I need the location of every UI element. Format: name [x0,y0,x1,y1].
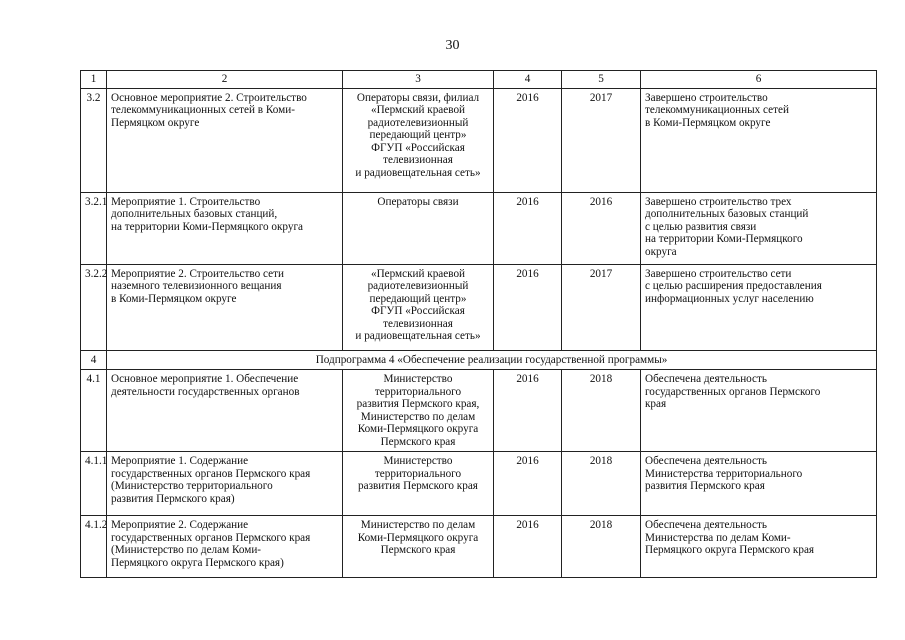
activity-name: Мероприятие 2. Строительство сети наземного телевизионного вещания в Коми-Пермяцком округе [107,264,343,350]
row-number: 4.1 [81,370,107,452]
activity-name: Мероприятие 1. Содержание государственных органов Пермского края (Министерство территориального развития Пермского края) [107,452,343,516]
start-year: 2016 [494,192,562,264]
expected-result: Завершено строительство трех дополнительных базовых станций с целью развития связи на территории Коми-Пермяцкого округа [641,192,877,264]
column-number: 6 [641,71,877,89]
column-number: 3 [343,71,494,89]
expected-result: Обеспечена деятельность Министерства территориального развития Пермского края [641,452,877,516]
expected-result: Завершено строительство сети с целью расширения предоставления информационных услуг населению [641,264,877,350]
row-number: 3.2.1 [81,192,107,264]
end-year: 2018 [562,370,641,452]
program-table [80,70,877,578]
row-number: 4.1.2 [81,516,107,578]
executor: Министерство по делам Коми-Пермяцкого округа Пермского края [343,516,494,578]
column-number: 4 [494,71,562,89]
start-year: 2016 [494,516,562,578]
subprogram-title: Подпрограмма 4 «Обеспечение реализации государственной программы» [107,350,877,370]
executor: «Пермский краевой радиотелевизионный передающий центр» ФГУП «Российская телевизионная и радиовещательная сеть» [343,264,494,350]
end-year: 2017 [562,264,641,350]
activity-name: Мероприятие 1. Строительство дополнительных базовых станций, на территории Коми-Пермяцкого округа [107,192,343,264]
expected-result: Завершено строительство телекоммуникационных сетей в Коми-Пермяцком округе [641,88,877,192]
table-row [81,192,877,264]
table-row [81,452,877,516]
table-row [81,370,877,452]
start-year: 2016 [494,88,562,192]
row-number: 4.1.1 [81,452,107,516]
activity-name: Основное мероприятие 1. Обеспечение деятельности государственных органов [107,370,343,452]
table-row [81,88,877,192]
subprogram-number: 4 [81,350,107,370]
activity-name: Мероприятие 2. Содержание государственных органов Пермского края (Министерство по делам Коми- Пермяцкого округа Пермского края) [107,516,343,578]
table-row [81,264,877,350]
row-number: 3.2.2 [81,264,107,350]
start-year: 2016 [494,264,562,350]
end-year: 2017 [562,88,641,192]
end-year: 2018 [562,452,641,516]
end-year: 2016 [562,192,641,264]
start-year: 2016 [494,370,562,452]
row-number: 3.2 [81,88,107,192]
subprogram-row [81,350,877,370]
activity-name: Основное мероприятие 2. Строительство телекоммуникационных сетей в Коми-Пермяцком округе [107,88,343,192]
column-number: 2 [107,71,343,89]
expected-result: Обеспечена деятельность государственных органов Пермского края [641,370,877,452]
end-year: 2018 [562,516,641,578]
column-number: 1 [81,71,107,89]
executor: Операторы связи, филиал «Пермский краевой радиотелевизионный передающий центр» ФГУП «Российская телевизионная и радиовещательная сеть» [343,88,494,192]
column-number-row [81,71,877,89]
page-number: 30 [445,38,460,53]
executor: Операторы связи [343,192,494,264]
start-year: 2016 [494,452,562,516]
column-number: 5 [562,71,641,89]
executor: Министерство территориального развития Пермского края, Министерство по делам Коми-Пермяцкого округа Пермского края [343,370,494,452]
table-row [81,516,877,578]
executor: Министерство территориального развития Пермского края [343,452,494,516]
expected-result: Обеспечена деятельность Министерства по делам Коми- Пермяцкого округа Пермского края [641,516,877,578]
